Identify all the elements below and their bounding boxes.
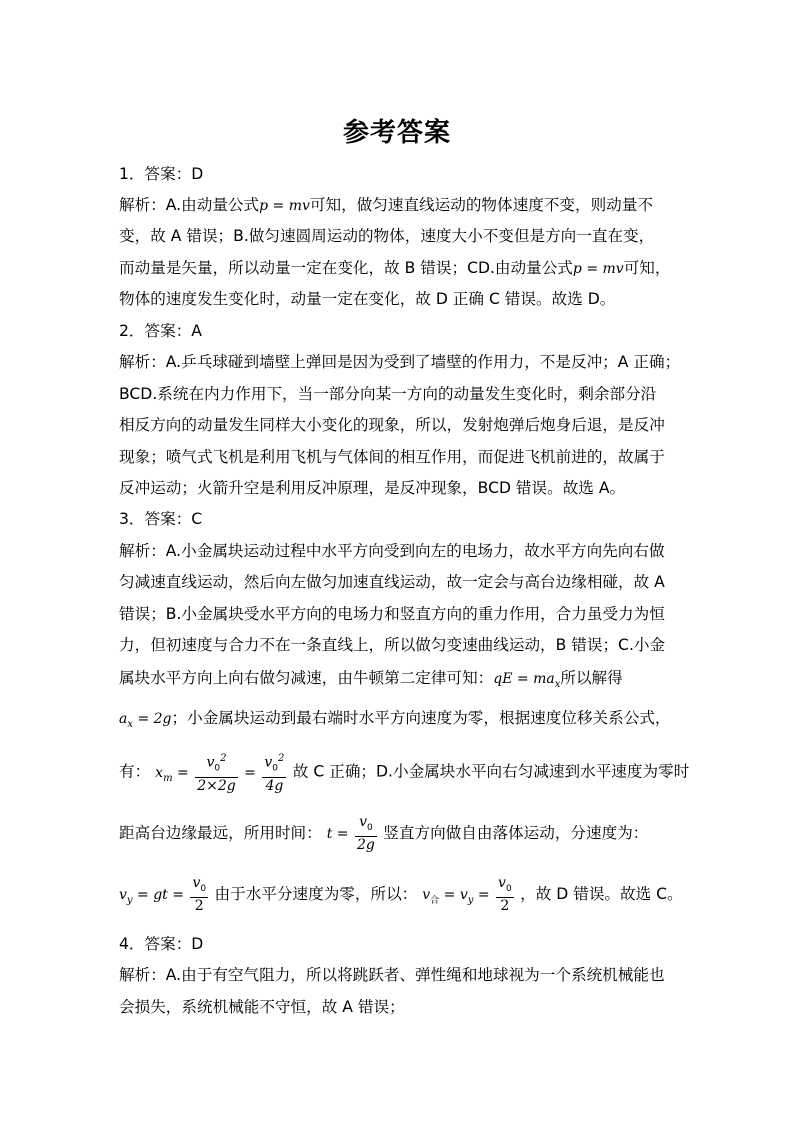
analysis-2-line-1: 解析：A.乒乓球碰到墙壁上弹回是因为受到了墙壁的作用力，不是反冲；A 正确； (119, 353, 681, 371)
answer-1: 1．答案：D (119, 165, 204, 183)
analysis-1-line-1: 解析：A.由动量公式p = mv可知，做匀速直线运动的物体速度不变，则动量不 (119, 196, 653, 214)
analysis-3-line-7: 有： $x_m$ = $\frac{v_0^2}{2\times 2g}$ = $\frac{v_0^2}{4g}$ 故 C 正确；D.小金属块水平向右匀减速到水平速度为零时 (119, 750, 689, 799)
analysis-4-line-2: 会损失，系统机械能不守恒，故 A 错误； (119, 998, 405, 1016)
analysis-1-line-4: 物体的速度发生变化时，动量一定在变化，故 D 正确 C 错误。故选 D。 (119, 290, 616, 308)
analysis-2-line-2: BCD.系统在内力作用下，当一部分向某一方向的动量发生变化时，剩余部分沿 (119, 385, 657, 403)
max-displacement-formula: $x_m$ = $\frac{v_0^2}{2\times 2g}$ = $\frac{v_0^2}{4g}$ (155, 765, 293, 781)
answer-3: 3．答案：C (119, 510, 203, 528)
page-title: 参考答案 (342, 118, 451, 148)
analysis-3-line-4: 力，但初速度与合力不在一条直线上，所以做匀变速曲线运动，B 错误；C.小金 (119, 636, 666, 654)
analysis-1-line-3: 而动量是矢量，所以动量一定在变化，故 B 错误；CD.由动量公式p = mv可知， (119, 259, 671, 277)
momentum-formula: p = mv (572, 261, 624, 277)
analysis-3-line-5: 属块水平方向上向右做匀减速，由牛顿第二定律可知：qE = $ma_x$所以解得 (119, 669, 623, 690)
analysis-1-line-2: 变，故 A 错误；B.做匀速圆周运动的物体，速度大小不变但是方向一直在变， (119, 227, 655, 245)
vertical-velocity-formula: $v_y$ = gt = $\frac{v_0}{2}$ (119, 874, 207, 915)
analysis-3-line-3: 错误；B.小金属块受水平方向的电场力和竖直方向的重力作用，合力虽受力为恒 (119, 605, 665, 623)
analysis-2-line-4: 现象；喷气式飞机是利用飞机与气体间的相互作用，而促进飞机前进的，故属于 (119, 448, 665, 466)
analysis-3-line-8: 距高台边缘最远，所用时间： t = $\frac{v_0}{2g}$ 竖直方向做自由落体运动，分速度为： (119, 813, 649, 854)
resultant-velocity-formula: $v_合 = v_y$ = $\frac{v_0}{2}$ (422, 874, 512, 915)
answer-4: 4．答案：D (119, 935, 204, 953)
analysis-3-line-9: $v_y$ = gt = $\frac{v_0}{2}$ 由于水平分速度为零，所以： $v_合 = v_y$ = $\frac{v_0}{2}$ ，故 D 错误。故选 C。 (119, 874, 683, 915)
analysis-2-line-3: 相反方向的动量发生同样大小变化的现象，所以，发射炮弹后炮身后退，是反冲 (119, 416, 665, 434)
analysis-2-line-5: 反冲运动；火箭升空是利用反冲原理，是反冲现象，BCD 错误。故选 A。 (119, 479, 626, 497)
momentum-formula: p = mv (259, 198, 310, 214)
answer-2: 2．答案：A (119, 322, 202, 340)
analysis-3-line-6: $a_x = 2g$；小金属块运动到最右端时水平方向速度为零，根据速度位移关系公式， (119, 709, 671, 730)
newton-formula: qE = $ma_x$ (493, 671, 561, 690)
analysis-3-line-1: 解析：A.小金属块运动过程中水平方向受到向左的电场力，故水平方向先向右做 (119, 542, 665, 560)
analysis-4-line-1: 解析：A.由于有空气阻力，所以将跳跃者、弹性绳和地球视为一个系统机械能也 (119, 966, 665, 984)
accel-formula: $a_x = 2g$ (119, 711, 172, 730)
time-formula: t = $\frac{v_0}{2g}$ (326, 813, 375, 854)
analysis-3-line-2: 匀减速直线运动，然后向左做匀加速直线运动，故一定会与高台边缘相碰，故 A (119, 573, 665, 591)
